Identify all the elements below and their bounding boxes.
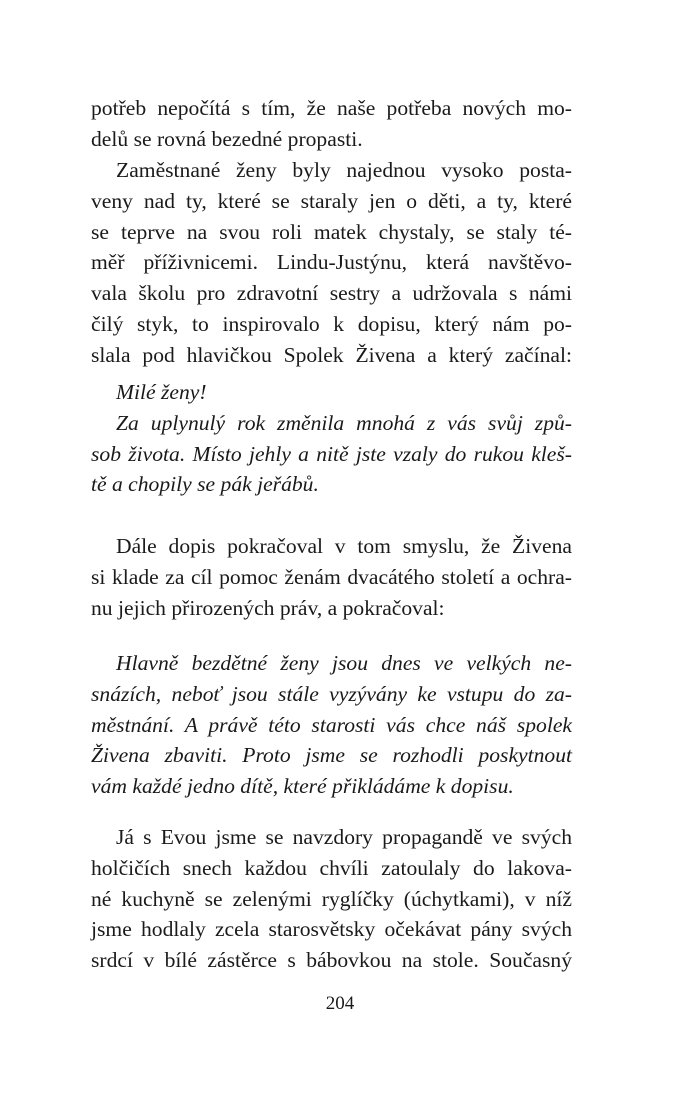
text-line: městnání. A právě této starosti vás chce náš spolek	[91, 712, 572, 737]
text-line: Zaměstnané ženy byly najednou vysoko posta-	[116, 158, 572, 182]
text-line: potřeb nepočítá s tím, že naše potřeba nových mo-	[91, 96, 572, 120]
text-line: čilý styk, to inspirovalo k dopisu, který nám po-	[91, 311, 572, 336]
text-line: Já s Evou jsme se navzdory propagandě ve svých	[116, 825, 572, 849]
text-line: Za uplynulý rok změnila mnohá z vás svůj způ-	[116, 410, 572, 435]
text-line: si klade za cíl pomoc ženám dvacátého století a ochra-	[91, 564, 572, 589]
text-line: Hlavně bezdětné ženy jsou dnes ve velkých ne-	[116, 651, 572, 675]
text-line: veny nad ty, které se staraly jen o děti, a ty, které	[91, 188, 572, 213]
text-line: jsme hodlaly zcela starosvětsky očekávat pány svých	[91, 917, 572, 942]
page-number: 204	[325, 993, 355, 1014]
text-line: delů se rovná bezedné propasti.	[91, 126, 363, 151]
paragraph-3	[91, 531, 572, 623]
text-line: srdcí v bílé zástěrce s bábovkou na stole. Současný	[91, 948, 572, 973]
text-line: Živena zbaviti. Proto jsme se rozhodli poskytnout	[91, 743, 572, 768]
paragraph-2	[91, 155, 572, 371]
text-line: snázích, neboť jsou stále vyzývány ke vstupu do za-	[91, 681, 572, 706]
text-line: slala pod hlavičkou Spolek Živena a který začínal:	[91, 342, 572, 367]
paragraph-4	[91, 822, 572, 976]
text-line: nu jejich přirozených práv, a pokračoval:	[91, 595, 445, 620]
text-line: sob života. Místo jehly a nitě jste vzaly do rukou kleš-	[91, 441, 572, 466]
text-line: né kuchyně se zelenými ryglíčky (úchytkami), v níž	[91, 886, 572, 911]
text-line: Dále dopis pokračoval v tom smyslu, že Živena	[116, 534, 572, 558]
paragraph-1	[91, 93, 572, 155]
text-line: se teprve na svou roli matek chystaly, se staly té-	[91, 219, 572, 244]
quoted-letter-1	[91, 377, 572, 500]
quoted-letter-2	[91, 648, 572, 802]
text-line: Milé ženy!	[116, 380, 207, 404]
text-line: vala školu pro zdravotní sestry a udržovala s námi	[91, 281, 572, 306]
text-line: holčičích snech každou chvíli zatoulaly do lakova-	[91, 855, 572, 880]
text-line: vám každé jedno dítě, které přikládáme k dopisu.	[91, 774, 514, 799]
text-line: tě a chopily se pák jeřábů.	[91, 472, 319, 497]
text-line: měř příživnicemi. Lindu-Justýnu, která navštěvo-	[91, 250, 572, 275]
